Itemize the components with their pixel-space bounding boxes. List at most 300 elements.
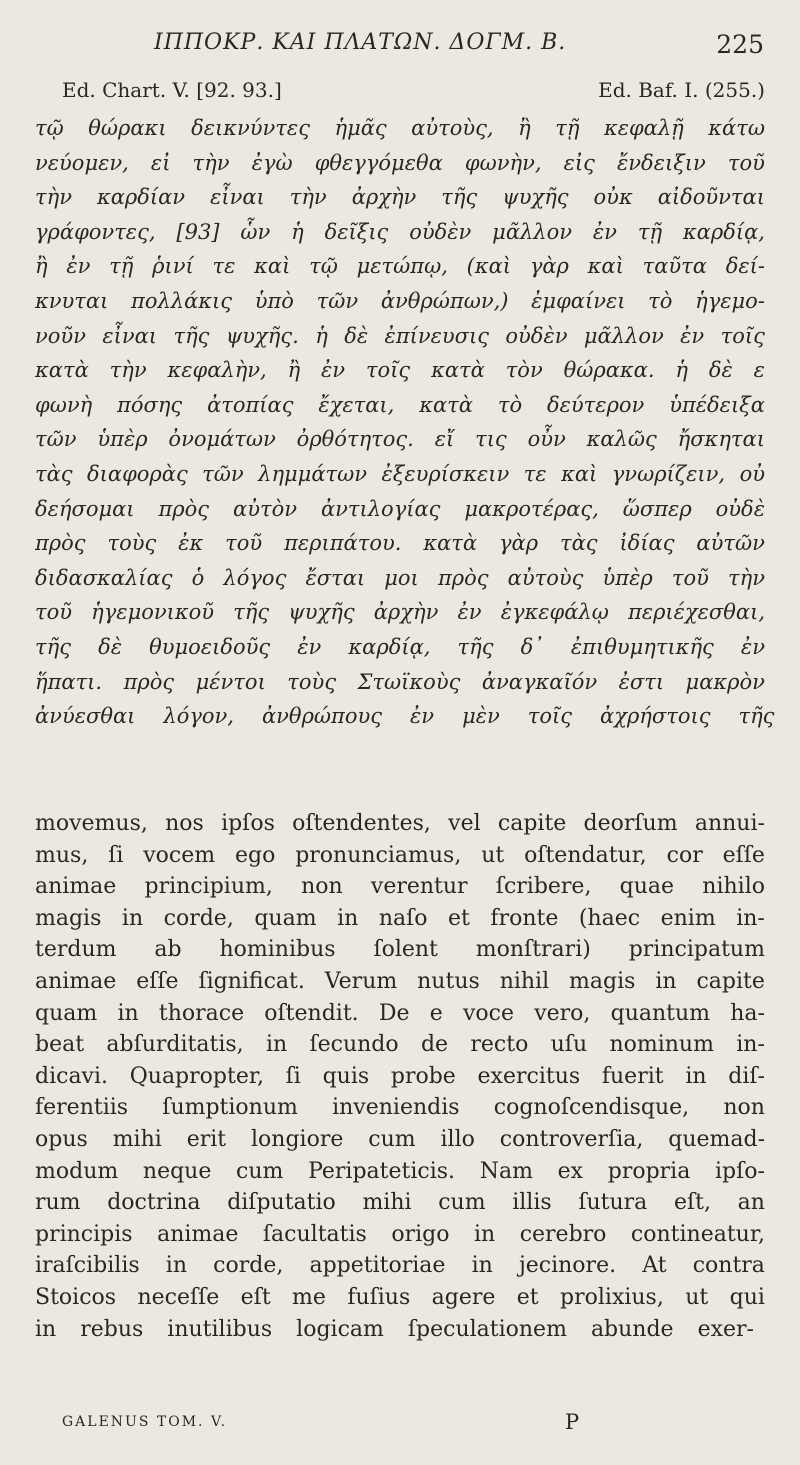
word: ἀντιλογίας xyxy=(320,496,441,521)
word: γὰρ xyxy=(498,531,539,556)
word: neceſſe xyxy=(137,1284,220,1310)
word: voce xyxy=(462,1000,514,1026)
word: τὸ xyxy=(648,288,673,313)
word: μᾶλλον xyxy=(583,323,664,348)
greek-text-line xyxy=(35,665,765,700)
greek-text-line xyxy=(35,353,765,388)
word: hominibus xyxy=(219,937,336,963)
word: magis xyxy=(35,905,102,931)
word: ἐμφαίνει xyxy=(531,288,626,313)
greek-text-line xyxy=(35,284,765,319)
word: ἐν xyxy=(410,704,435,729)
word: mihi xyxy=(112,1126,162,1152)
word: ſecundo xyxy=(309,1032,399,1058)
word: αὐτῶν xyxy=(696,531,765,556)
word: ut xyxy=(685,1284,709,1310)
running-title: ΙΠΠΟΚΡ. ΚΑΙ ΠΛΑΤΩΝ. ΔΟΓΜ. Β. xyxy=(154,30,567,55)
word: ψυχῆς. xyxy=(225,323,299,348)
word: ἐγκεφάλῳ xyxy=(500,600,609,625)
word: τὰς xyxy=(35,461,73,486)
word: τὸ xyxy=(497,392,523,417)
word: εἴ xyxy=(434,427,455,452)
word: De xyxy=(378,1000,410,1026)
word: nos xyxy=(165,811,204,836)
word: in xyxy=(337,905,359,931)
word: capite xyxy=(696,968,765,994)
latin-text-line xyxy=(35,1092,765,1124)
word: propria xyxy=(607,1158,691,1184)
greek-text-line xyxy=(35,595,765,630)
word: τῇ xyxy=(109,254,134,279)
word: εἶναι xyxy=(210,185,265,210)
word: dicavi. xyxy=(35,1063,109,1089)
word: καρδίᾳ, xyxy=(348,634,431,659)
greek-text-line xyxy=(35,630,765,665)
word: in xyxy=(35,1316,57,1342)
word: θώρακι xyxy=(88,116,167,140)
footer-volume-label: GALENUS TOM. V. xyxy=(62,1414,228,1430)
word: εἰ xyxy=(150,150,171,175)
word: ψυχῆς xyxy=(288,600,355,625)
word: ſi xyxy=(108,842,124,868)
word: annui- xyxy=(694,811,765,836)
word: logicam xyxy=(296,1316,384,1342)
word: ἡ xyxy=(291,219,304,244)
word: ἐν xyxy=(457,600,482,625)
word: terdum xyxy=(35,937,117,963)
word: ἐν xyxy=(66,254,91,279)
word: ſpeculationem xyxy=(407,1316,567,1342)
word: οὐκ xyxy=(593,185,633,210)
word: δὲ xyxy=(344,323,369,348)
word: principis xyxy=(35,1221,133,1247)
word: ε xyxy=(753,358,765,383)
word: eſſe xyxy=(722,842,765,868)
word: οὖν xyxy=(527,427,566,452)
word: pronunciamus, xyxy=(295,842,462,868)
word: mihi xyxy=(362,1190,412,1216)
word: τὰς xyxy=(559,531,598,556)
word: magis xyxy=(569,968,636,994)
word: ſumptionum xyxy=(162,1095,298,1121)
word: δεήσομαι xyxy=(35,496,135,521)
word: verentur xyxy=(370,874,468,900)
word: ἀρχὴν xyxy=(351,185,417,210)
signature-mark: P xyxy=(565,1410,580,1434)
edition-reference-line xyxy=(62,78,765,106)
word: ἢ xyxy=(35,254,48,279)
word: ἀνύεσθαι xyxy=(35,704,136,729)
word: oſtendatur, xyxy=(524,842,647,868)
word: ὀρθότητος. xyxy=(296,427,414,452)
word: δὲ xyxy=(98,634,122,659)
word: ſi xyxy=(285,1063,301,1089)
word: ἐν xyxy=(321,358,346,383)
word: in xyxy=(473,1221,496,1247)
word: αὐτοὺς, xyxy=(411,116,494,140)
word: κεφαλὴν, xyxy=(167,358,267,383)
greek-text-line xyxy=(35,180,765,215)
word: in- xyxy=(736,905,765,931)
word: τοῖς xyxy=(365,358,411,383)
word: in xyxy=(117,1000,139,1026)
latin-text-line xyxy=(35,1156,765,1188)
word: corde, xyxy=(213,1253,284,1279)
word: ὥσπερ xyxy=(622,496,692,521)
word: θυμοειδοῦς xyxy=(149,634,271,659)
word: non xyxy=(301,874,343,900)
word: δεί- xyxy=(725,254,765,279)
word: fuerit xyxy=(601,1063,664,1089)
word: quantum xyxy=(610,1000,711,1026)
word: ex xyxy=(557,1158,584,1184)
word: ἐγὼ xyxy=(251,150,293,175)
word: πρὸς xyxy=(123,669,175,694)
word: nihilo xyxy=(702,874,765,900)
word: eſt, xyxy=(673,1190,711,1216)
word: ἐπιθυμητικῆς xyxy=(570,634,714,659)
word: ἐν xyxy=(297,634,322,659)
word: ferentiis xyxy=(35,1095,129,1121)
latin-text-line xyxy=(35,934,765,966)
word: (καὶ xyxy=(466,254,512,279)
greek-text-line xyxy=(35,111,765,146)
word: Στωϊκοὺς xyxy=(357,669,461,694)
word: controverſia, xyxy=(499,1126,644,1152)
word: πολλάκις xyxy=(131,288,233,313)
word: vero, xyxy=(534,1000,591,1026)
word: mus, xyxy=(35,842,89,868)
word: Quapropter, xyxy=(129,1063,264,1089)
word: et xyxy=(448,905,470,931)
word: in xyxy=(265,1032,288,1058)
word: capite xyxy=(497,811,567,836)
word: ὁ xyxy=(191,565,205,590)
word: in xyxy=(165,1253,188,1279)
greek-text-block xyxy=(35,111,775,734)
latin-text-line xyxy=(35,1029,765,1061)
word: cum xyxy=(236,1158,284,1184)
word: ὑπὲρ xyxy=(97,427,148,452)
word: cum xyxy=(368,1126,416,1152)
word: μακροτέρας, xyxy=(464,496,599,521)
latin-text-line xyxy=(35,903,765,935)
word: probe xyxy=(390,1063,456,1089)
word: δεύτερον xyxy=(547,392,645,417)
word: τοῦ xyxy=(225,531,263,556)
word: τῆς xyxy=(233,600,270,625)
word: πρὸς xyxy=(158,496,210,521)
word: λημμάτων xyxy=(258,461,368,486)
word: ab xyxy=(154,937,182,963)
word: longiore xyxy=(251,1126,344,1152)
word: cerebro xyxy=(519,1221,607,1247)
word: ἢ xyxy=(518,116,531,140)
word: exercitus xyxy=(477,1063,581,1089)
word: εἶναι xyxy=(102,323,158,348)
word: quis xyxy=(322,1063,370,1089)
word: ſutura xyxy=(578,1190,648,1216)
word: νοῦν xyxy=(35,323,86,348)
word: monſtrari) xyxy=(475,937,591,963)
word: et xyxy=(516,1284,539,1310)
word: τῶν xyxy=(316,288,359,313)
word: quae xyxy=(619,874,675,900)
word: in xyxy=(685,1063,707,1089)
word: ἥπατι. xyxy=(35,669,103,694)
greek-text-line xyxy=(35,422,765,457)
word: ἐν xyxy=(680,323,705,348)
word: οὐ xyxy=(739,461,765,486)
word: animae xyxy=(35,968,117,994)
word: in xyxy=(471,1253,493,1279)
word: quam xyxy=(35,1000,98,1026)
word: τῆς xyxy=(738,704,775,729)
word: μοι xyxy=(384,565,419,590)
word: thorace xyxy=(158,1000,245,1026)
word: κατὰ xyxy=(419,392,473,417)
edition-reference-chart: Ed. Chart. V. [92. 93.] xyxy=(62,78,282,102)
word: ἔχεται, xyxy=(318,392,395,417)
word: μᾶλλον xyxy=(492,219,573,244)
word: τῷ xyxy=(35,116,64,140)
word: μακρὸν xyxy=(685,669,765,694)
word: νεύομεν, xyxy=(35,150,129,175)
word: [93] xyxy=(176,219,220,244)
word: τοῖς xyxy=(720,323,765,348)
word: cum xyxy=(438,1190,486,1216)
word: rum xyxy=(35,1190,81,1216)
word: ἀρχὴν xyxy=(373,600,439,625)
word: corde, xyxy=(163,905,234,931)
latin-text-line xyxy=(35,1250,765,1282)
latin-text-line xyxy=(35,1282,765,1314)
word: γνωρίζειν, xyxy=(611,461,726,486)
word: ἀχρήστοις xyxy=(600,704,711,729)
latin-text-line xyxy=(35,808,765,840)
greek-text-line xyxy=(35,215,765,250)
word: τῇ xyxy=(637,219,663,244)
word: principium, xyxy=(144,874,273,900)
word: ſolent xyxy=(373,937,438,963)
word: nihil xyxy=(499,968,550,994)
word: τῷ xyxy=(309,254,338,279)
word: me xyxy=(292,1284,326,1310)
word: καὶ xyxy=(254,254,291,279)
word: περιέχεσθαι, xyxy=(628,600,765,625)
word: quam xyxy=(254,905,317,931)
word: enim xyxy=(660,905,716,931)
word: diſputatio xyxy=(227,1190,336,1216)
word: εἰς xyxy=(563,150,595,175)
word: ῥινί xyxy=(152,254,194,279)
word: καρδίᾳ, xyxy=(682,219,765,244)
latin-text-line xyxy=(35,1061,765,1093)
word: ἡγεμονικοῦ xyxy=(91,600,215,625)
running-head xyxy=(62,30,772,62)
word: neque xyxy=(142,1158,212,1184)
word: τῶν xyxy=(202,461,244,486)
word: τοῖς xyxy=(527,704,573,729)
word: doctrina xyxy=(107,1190,201,1216)
word: ha- xyxy=(730,1000,765,1026)
word: κατὰ xyxy=(423,531,478,556)
word: quemad- xyxy=(668,1126,765,1152)
word: eſſe xyxy=(136,968,179,994)
word: γὰρ xyxy=(529,254,569,279)
word: appetitoriae xyxy=(309,1253,446,1279)
word: exer- xyxy=(697,1316,754,1342)
greek-text-line xyxy=(35,561,765,596)
word: an xyxy=(737,1190,765,1216)
greek-text-line xyxy=(35,388,765,423)
word: beat xyxy=(35,1032,85,1058)
latin-text-line xyxy=(35,871,765,903)
word: ἢ xyxy=(287,358,301,383)
word: vel xyxy=(448,811,481,836)
word: ὑπὸ xyxy=(254,288,294,313)
word: διαφορὰς xyxy=(87,461,188,486)
latin-text-block xyxy=(35,808,765,1345)
word: ἐν xyxy=(740,634,765,659)
word: ἐστι xyxy=(618,669,665,694)
latin-text-line xyxy=(35,966,765,998)
word: nominum xyxy=(609,1032,714,1058)
word: de xyxy=(420,1032,449,1058)
word: movemus, xyxy=(35,811,148,836)
word: vocem xyxy=(143,842,216,868)
word: (haec xyxy=(578,905,641,931)
word: non xyxy=(723,1095,765,1121)
word: ψυχῆς xyxy=(502,185,569,210)
word: τις xyxy=(475,427,507,452)
word: cognoſcendisque, xyxy=(493,1095,690,1121)
word: οὐδὲν xyxy=(505,323,568,348)
word: Nam xyxy=(479,1158,533,1184)
word: cor xyxy=(666,842,703,868)
word: γράφοντες, xyxy=(35,219,156,244)
word: τὸν xyxy=(505,358,543,383)
word: φωνὴ xyxy=(35,392,93,417)
word: ὑπὲρ xyxy=(602,565,653,590)
word: τοῦ xyxy=(671,565,709,590)
word: ἀνθρώπους xyxy=(261,704,383,729)
word: οὐδὲν xyxy=(409,219,472,244)
latin-text-line xyxy=(35,840,765,872)
word: δεῖξις xyxy=(324,219,389,244)
word: τοὺς xyxy=(287,669,337,694)
word: μετώπῳ, xyxy=(356,254,448,279)
word: καλῶς xyxy=(586,427,657,452)
word: τῆς xyxy=(441,185,478,210)
word: φωνὴν, xyxy=(464,150,542,175)
word: τῆς xyxy=(173,323,210,348)
word: αὐτοὺς xyxy=(507,565,584,590)
word: ἡ xyxy=(315,323,328,348)
word: ἔσται xyxy=(305,565,366,590)
word: animae xyxy=(157,1221,239,1247)
word: πόσης xyxy=(117,392,183,417)
word: φθεγγόμεθα xyxy=(314,150,443,175)
word: iraſcibilis xyxy=(35,1253,140,1279)
word: in xyxy=(121,905,144,931)
word: κάτω xyxy=(708,116,765,140)
word: ὑπέδειξα xyxy=(669,392,765,417)
word: modum xyxy=(35,1158,119,1184)
word: erit xyxy=(186,1126,227,1152)
word: ἤσκηται xyxy=(677,427,765,452)
word: τὴν xyxy=(289,185,327,210)
word: πρὸς xyxy=(437,565,489,590)
word: κατὰ xyxy=(431,358,485,383)
greek-text-line xyxy=(35,492,765,527)
word: illis xyxy=(512,1190,552,1216)
page-number: 225 xyxy=(716,30,764,59)
word: At xyxy=(642,1253,667,1279)
word: ἀναγκαῖόν xyxy=(481,669,598,694)
word: τε xyxy=(212,254,236,279)
word: ἡμᾶς xyxy=(334,116,387,140)
greek-text-line xyxy=(35,146,765,181)
word: ὀνομάτων xyxy=(168,427,276,452)
latin-text-line xyxy=(35,1219,765,1251)
word: agere xyxy=(431,1284,496,1310)
word: ἐξευρίσκειν xyxy=(381,461,510,486)
word: τῶν xyxy=(35,427,77,452)
word: διδασκαλίας xyxy=(35,565,173,590)
word: principatum xyxy=(628,937,765,963)
edition-reference-basel: Ed. Baf. I. (255.) xyxy=(598,78,765,102)
word: qui xyxy=(729,1284,765,1310)
word: ἰδίας xyxy=(619,531,675,556)
word: ἡγεμο- xyxy=(695,288,765,313)
word: in- xyxy=(736,1032,765,1058)
word: ſcribere, xyxy=(495,874,592,900)
word: ipſos xyxy=(221,811,275,836)
word: τοὺς xyxy=(107,531,157,556)
word: Peripateticis. xyxy=(308,1158,456,1184)
word: ἀνθρώπων,) xyxy=(380,288,509,313)
word: naſo xyxy=(378,905,428,931)
word: illo xyxy=(440,1126,475,1152)
word: τὴν xyxy=(35,185,72,210)
word: ut xyxy=(481,842,505,868)
word: καρδίαν xyxy=(96,185,186,210)
word: nutus xyxy=(417,968,480,994)
word: τὴν xyxy=(192,150,230,175)
word: uſu xyxy=(550,1032,588,1058)
word: ἐκ xyxy=(178,531,204,556)
latin-text-line xyxy=(35,998,765,1030)
word: fronte xyxy=(490,905,559,931)
word: contra xyxy=(692,1253,765,1279)
word: τὴν xyxy=(109,358,147,383)
word: δ᾽ xyxy=(520,634,544,659)
word: diſ- xyxy=(728,1063,765,1089)
word: οὐδὲ xyxy=(715,496,765,521)
word: ταῦτα xyxy=(642,254,707,279)
greek-text-line xyxy=(35,699,775,734)
greek-text-line xyxy=(35,457,765,492)
word: καὶ xyxy=(561,461,598,486)
word: θώρακα. xyxy=(563,358,655,383)
word: ſacultatis xyxy=(262,1221,367,1247)
word: δὲ xyxy=(708,358,733,383)
greek-text-line xyxy=(35,319,765,354)
word: ἔνδειξιν xyxy=(617,150,706,175)
greek-text-line xyxy=(35,249,765,284)
word: ὧν xyxy=(240,219,271,244)
